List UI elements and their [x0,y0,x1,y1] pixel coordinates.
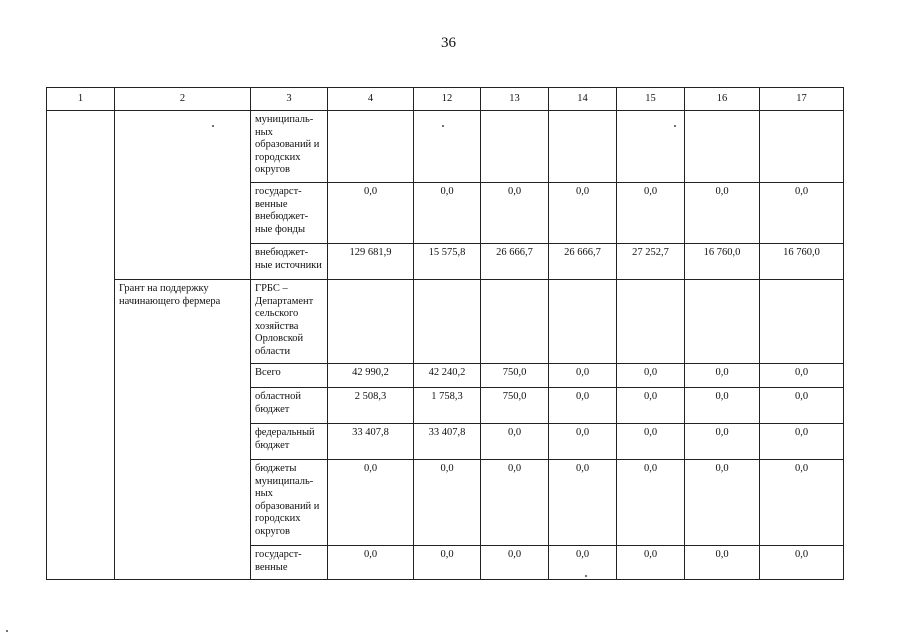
value-cell [685,280,760,364]
value-cell: 0,0 [617,183,685,244]
measure-name: Грант на поддержку начинающего фермера [115,280,251,580]
scan-speck [212,125,214,127]
value-cell: 0,0 [328,183,414,244]
value-cell: 0,0 [685,424,760,460]
value-cell: 750,0 [481,388,549,424]
scan-speck [674,125,676,127]
column-header: 17 [760,88,844,111]
value-cell: 33 407,8 [414,424,481,460]
value-cell: 0,0 [481,546,549,580]
column-header: 14 [549,88,617,111]
value-cell [481,280,549,364]
measure-cell-continued [115,111,251,280]
value-cell: 0,0 [617,424,685,460]
value-cell: 26 666,7 [481,244,549,280]
value-cell: 0,0 [549,388,617,424]
source-label: Всего [251,364,328,388]
value-cell: 0,0 [760,183,844,244]
value-cell [414,280,481,364]
value-cell: 0,0 [414,546,481,580]
value-cell: 0,0 [760,388,844,424]
column-header: 1 [47,88,115,111]
col1-cell [47,111,115,580]
scan-speck [585,575,587,577]
source-label: государст-венные внебюджет-ные фонды [251,183,328,244]
value-cell: 0,0 [685,460,760,546]
value-cell: 2 508,3 [328,388,414,424]
scan-speck [442,125,444,127]
value-cell: 0,0 [617,364,685,388]
value-cell: 0,0 [414,183,481,244]
source-label: ГРБС – Департамент сельского хозяйства Орловской области [251,280,328,364]
value-cell [328,280,414,364]
value-cell: 42 990,2 [328,364,414,388]
value-cell: 26 666,7 [549,244,617,280]
value-cell: 33 407,8 [328,424,414,460]
value-cell: 0,0 [685,183,760,244]
value-cell: 0,0 [414,460,481,546]
column-header: 13 [481,88,549,111]
value-cell: 0,0 [617,460,685,546]
value-cell [617,111,685,183]
scan-speck [6,630,8,632]
value-cell: 0,0 [685,546,760,580]
value-cell: 0,0 [549,460,617,546]
table-row [47,111,844,183]
column-header: 4 [328,88,414,111]
value-cell: 0,0 [760,424,844,460]
value-cell [549,280,617,364]
value-cell [481,111,549,183]
value-cell: 750,0 [481,364,549,388]
value-cell [760,280,844,364]
table-header-row [47,88,844,111]
table-row [47,280,844,364]
value-cell: 0,0 [549,424,617,460]
value-cell: 0,0 [481,183,549,244]
source-label: бюджеты муниципаль-ных образований и городских округов [251,460,328,546]
value-cell [685,111,760,183]
value-cell [328,111,414,183]
page-number: 36 [441,35,456,51]
value-cell: 0,0 [617,546,685,580]
value-cell: 0,0 [685,364,760,388]
value-cell: 0,0 [617,388,685,424]
value-cell [760,111,844,183]
value-cell: 0,0 [328,546,414,580]
value-cell [414,111,481,183]
value-cell: 0,0 [328,460,414,546]
column-header: 16 [685,88,760,111]
value-cell: 16 760,0 [760,244,844,280]
column-header: 12 [414,88,481,111]
column-header: 3 [251,88,328,111]
value-cell: 1 758,3 [414,388,481,424]
value-cell: 0,0 [760,460,844,546]
value-cell: 0,0 [685,388,760,424]
source-label: внебюджет-ные источники [251,244,328,280]
source-label: государст-венные [251,546,328,580]
budget-table [46,87,844,580]
column-header: 2 [115,88,251,111]
value-cell: 16 760,0 [685,244,760,280]
value-cell [617,280,685,364]
value-cell: 15 575,8 [414,244,481,280]
value-cell [549,111,617,183]
source-label: муниципаль-ных образований и городских округов [251,111,328,183]
value-cell: 0,0 [549,546,617,580]
value-cell: 0,0 [549,364,617,388]
value-cell: 0,0 [549,183,617,244]
value-cell: 0,0 [760,364,844,388]
value-cell: 42 240,2 [414,364,481,388]
value-cell: 0,0 [760,546,844,580]
column-header: 15 [617,88,685,111]
value-cell: 27 252,7 [617,244,685,280]
value-cell: 129 681,9 [328,244,414,280]
value-cell: 0,0 [481,424,549,460]
source-label: областной бюджет [251,388,328,424]
source-label: федеральный бюджет [251,424,328,460]
value-cell: 0,0 [481,460,549,546]
